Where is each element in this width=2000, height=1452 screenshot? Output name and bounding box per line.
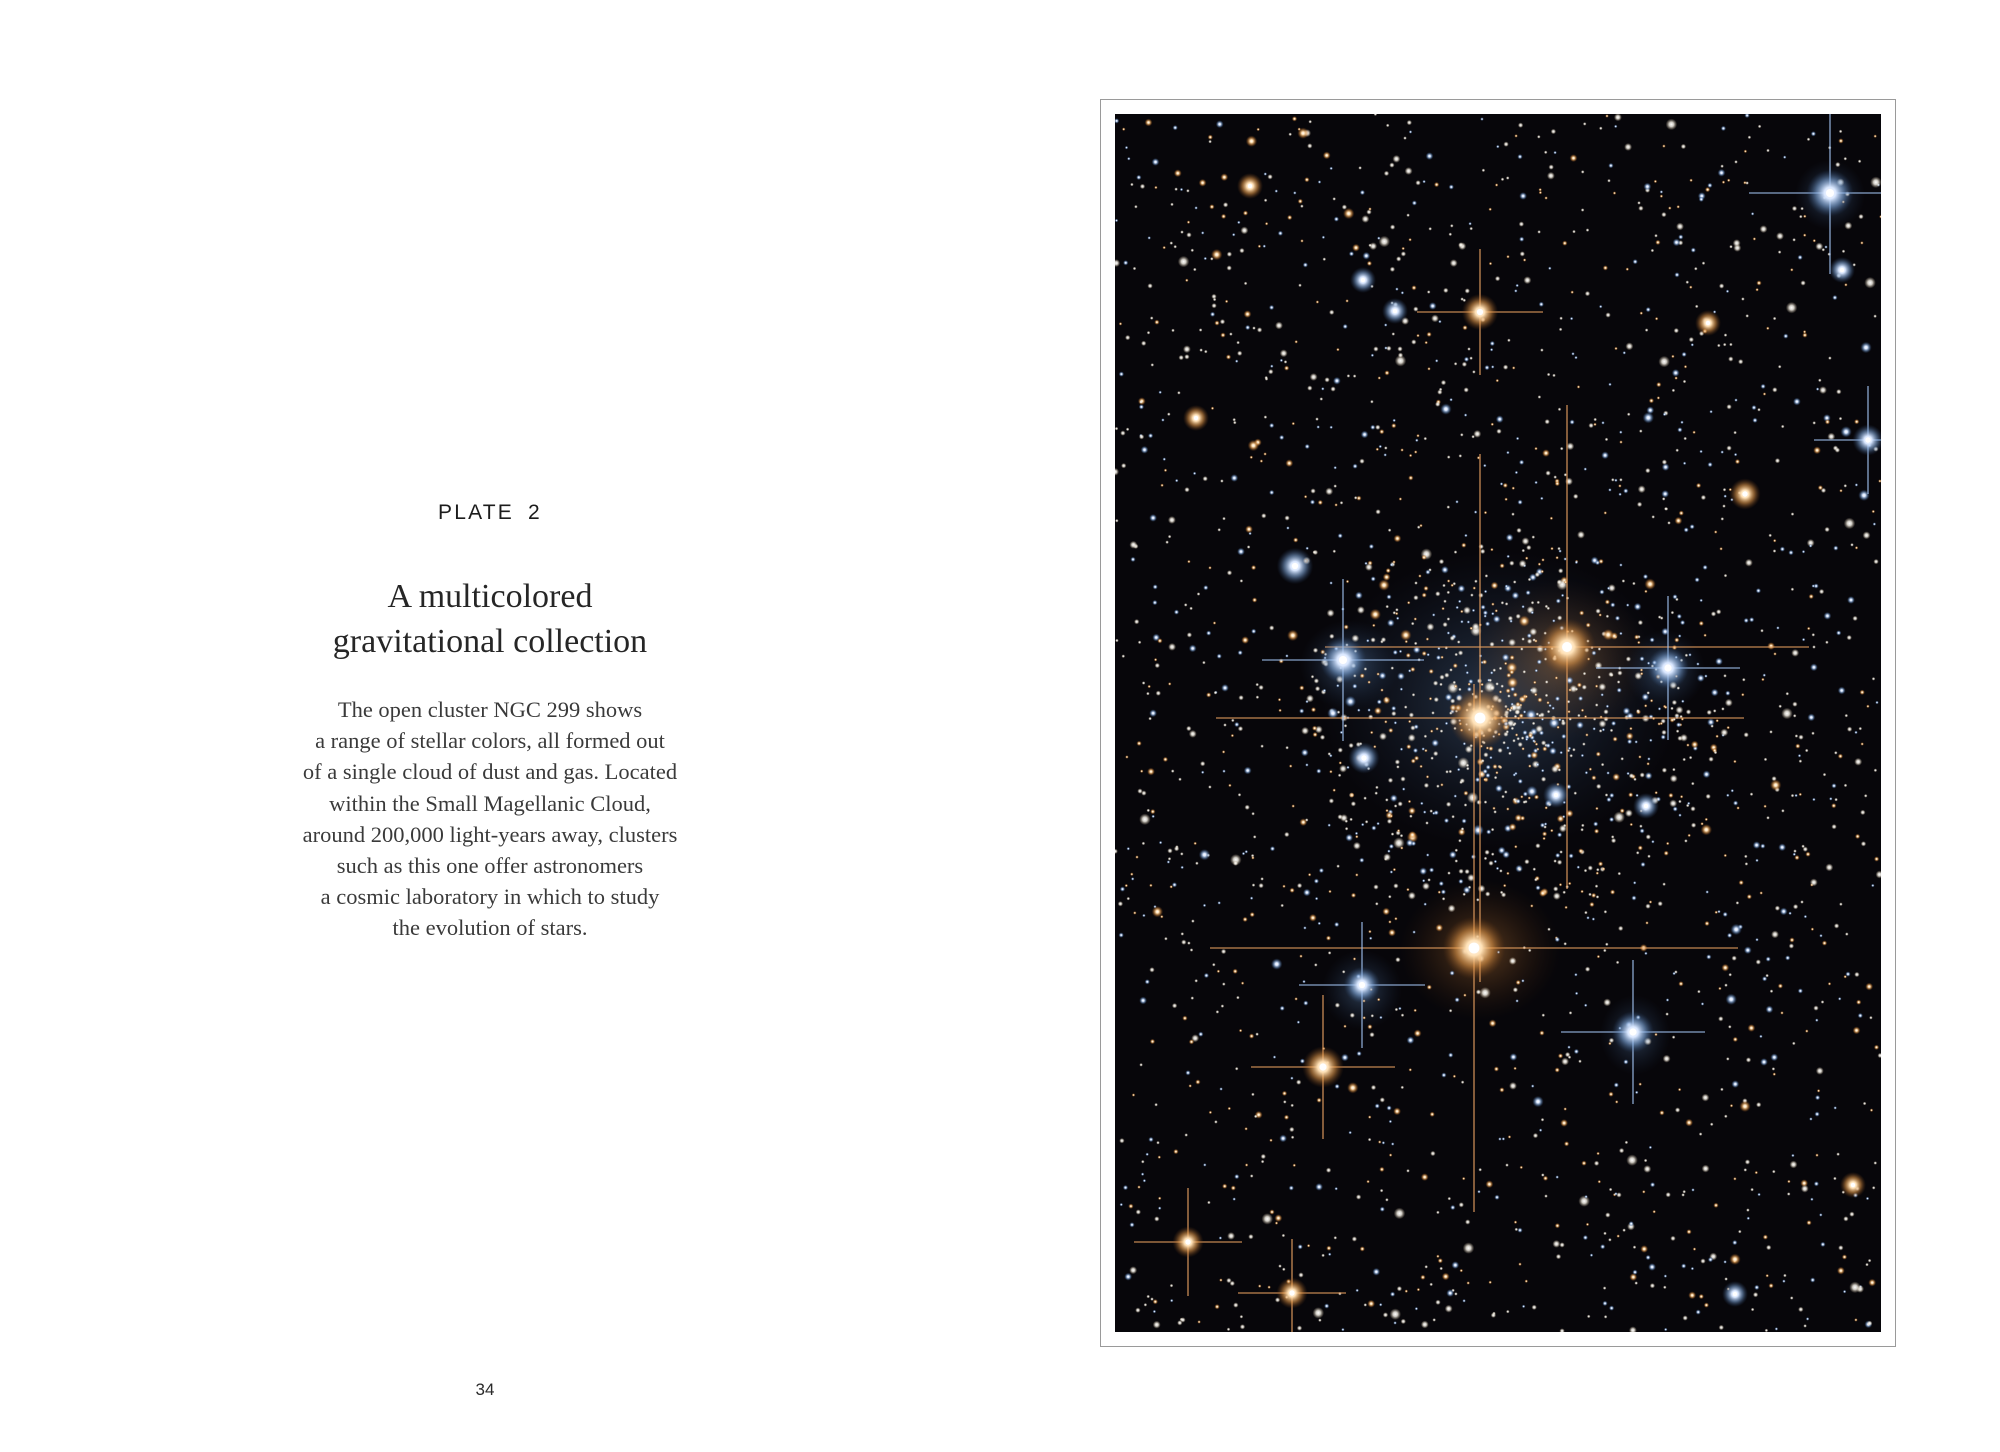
description-line: the evolution of stars. <box>392 915 588 941</box>
title-line: A multicolored <box>387 578 593 615</box>
star-cluster-photo <box>1115 114 1881 1332</box>
plate-label: PLATE 2 <box>438 501 542 524</box>
page-number: 34 <box>475 1380 495 1399</box>
description-line: such as this one offer astronomers <box>336 853 644 879</box>
plate-description <box>240 694 740 944</box>
description-line: of a single cloud of dust and gas. Located <box>302 759 678 785</box>
description-line: within the Small Magellanic Cloud, <box>329 790 651 816</box>
title-line: gravitational collection <box>332 623 648 660</box>
starfield-image <box>1115 114 1881 1332</box>
description-line: around 200,000 light-years away, clusters <box>302 821 678 847</box>
description-line: a cosmic laboratory in which to study <box>320 884 660 910</box>
description-line: The open cluster NGC 299 shows <box>337 697 643 722</box>
plate-title <box>240 574 740 664</box>
description-line: a range of stellar colors, all formed out <box>315 728 665 754</box>
